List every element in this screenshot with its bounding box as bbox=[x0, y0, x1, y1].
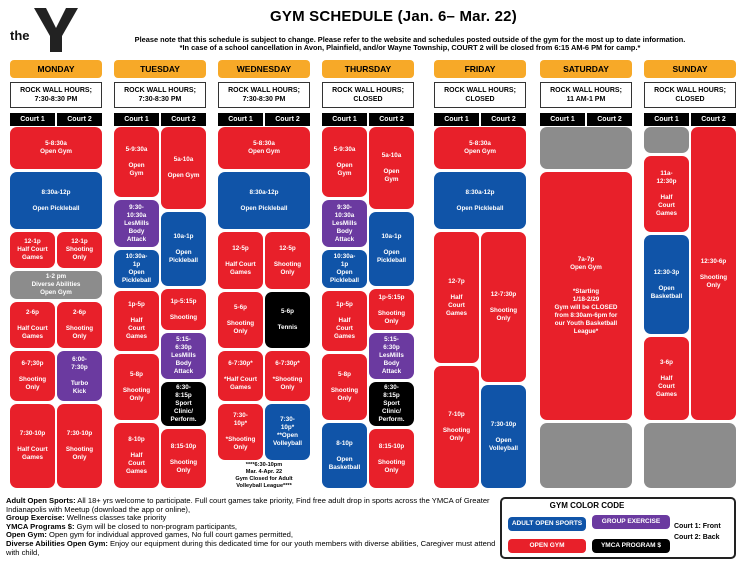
schedule-block: 8:15-10p Shooting Only bbox=[369, 429, 414, 488]
day-header: WEDNESDAY bbox=[218, 60, 310, 78]
schedule-block: 7:30- 10p* *Shooting Only bbox=[218, 404, 263, 460]
schedule-block: 8-10p Half Court Games bbox=[114, 423, 159, 488]
schedule-block: 12-1p Shooting Only bbox=[57, 232, 102, 268]
chip-open-gym: OPEN GYM bbox=[508, 539, 586, 553]
schedule-note: Please note that this schedule is subject to change. Please refer to the website and schedules posted outside of the gym for the most up to date information. bbox=[134, 35, 686, 44]
court-2-header: Court 2 bbox=[369, 113, 414, 126]
schedule-block: 1p-5p Half Court Games bbox=[114, 291, 159, 351]
schedule-block: 9:30- 10:30a LesMills Body Attack bbox=[114, 200, 159, 247]
schedule-block: 6:30- 8:15p Sport Clinic/ Perform. bbox=[161, 382, 206, 426]
schedule-block: 10a-1p Open Pickleball bbox=[369, 212, 414, 286]
schedule-block: 10:30a- 1p Open Pickleball bbox=[322, 250, 367, 288]
schedule-block: 5a-10a Open Gym bbox=[161, 127, 206, 209]
volleyball-league-note: ****6:30-10pm Mar. 4-Apr. 22 Gym Closed for Adult Volleyball League**** bbox=[235, 462, 293, 489]
court-1-header: Court 1 bbox=[10, 113, 55, 126]
legend-line: Diverse Abilities Open Gym: Enjoy our equipment during this dedicated time for our youth members with diverse abilities, Caregiver must attend with child, bbox=[6, 538, 496, 557]
page-title: GYM SCHEDULE (Jan. 6– Mar. 22) bbox=[270, 8, 517, 25]
schedule-block: 5:15- 6:30p LesMills Body Attack bbox=[161, 333, 206, 379]
schedule-block: 1p-5:15p Shooting Only bbox=[369, 289, 414, 330]
schedule-block: 5:15- 6:30p LesMills Body Attack bbox=[369, 333, 414, 379]
schedule-block: 5-8p Shooting Only bbox=[322, 354, 367, 420]
day-column-friday bbox=[434, 60, 526, 490]
day-header: SATURDAY bbox=[540, 60, 632, 78]
ymca-logo bbox=[8, 6, 88, 54]
schedule-block: 2-6p Shooting Only bbox=[57, 302, 102, 348]
court-2-header: Court 2 bbox=[161, 113, 206, 126]
court-1-header: Court 1 bbox=[114, 113, 159, 126]
schedule-block: 5-8:30a Open Gym bbox=[434, 127, 526, 169]
schedule-block: 12-7p Half Court Games bbox=[434, 232, 479, 363]
schedule-block: 5-6p Shooting Only bbox=[218, 292, 263, 348]
day-column-wednesday bbox=[218, 60, 310, 490]
schedule-block: 8:30a-12p Open Pickleball bbox=[218, 172, 310, 229]
schedule-block: 8:15-10p Shooting Only bbox=[161, 429, 206, 488]
schedule-block: 12:30-3p Open Basketball bbox=[644, 235, 689, 334]
rock-wall-hours: ROCK WALL HOURS; 7:30-8:30 PM bbox=[114, 82, 206, 108]
court-2-header: Court 2 bbox=[57, 113, 102, 126]
schedule-block bbox=[644, 127, 689, 153]
schedule-block: 3-6p Half Court Games bbox=[644, 337, 689, 420]
court-2-header: Court 2 bbox=[265, 113, 310, 126]
rock-wall-hours: ROCK WALL HOURS; CLOSED bbox=[434, 82, 526, 108]
court-1-header: Court 1 bbox=[434, 113, 479, 126]
rock-wall-hours: ROCK WALL HOURS; 11 AM-1 PM bbox=[540, 82, 632, 108]
court-2-header: Court 2 bbox=[481, 113, 526, 126]
schedule-block: 5-8:30a Open Gym bbox=[218, 127, 310, 169]
color-code-title: GYM COLOR CODE bbox=[549, 501, 625, 510]
court-2-header: Court 2 bbox=[691, 113, 736, 126]
day-column-thursday bbox=[322, 60, 414, 490]
day-header: TUESDAY bbox=[114, 60, 206, 78]
legend-line: YMCA Programs $: Gym will be closed to non-program participants, bbox=[6, 521, 237, 531]
schedule-block: 9:30- 10:30a LesMills Body Attack bbox=[322, 200, 367, 247]
schedule-block: 1p-5p Half Court Games bbox=[322, 291, 367, 351]
rock-wall-hours: ROCK WALL HOURS; CLOSED bbox=[644, 82, 736, 108]
day-column-monday bbox=[10, 60, 102, 490]
schedule-block: 11a- 12:30p Half Court Games bbox=[644, 156, 689, 232]
schedule-block: 12:30-6p Shooting Only bbox=[691, 127, 736, 420]
court-1-header: Court 1 bbox=[540, 113, 585, 126]
schedule-block: 12-5p Half Court Games bbox=[218, 232, 263, 289]
chip-ymca-program: YMCA PROGRAM $ bbox=[592, 539, 670, 553]
legend-line: Open Gym: Open gym for individual approved games, No full court games permitted, bbox=[6, 530, 294, 540]
schedule-block: 6-7:30p* *Shooting Only bbox=[265, 351, 310, 401]
schedule-block: 8:30a-12p Open Pickleball bbox=[10, 172, 102, 229]
day-column-saturday bbox=[540, 60, 632, 490]
schedule-block: 5-9:30a Open Gym bbox=[322, 127, 367, 197]
schedule-block bbox=[540, 127, 632, 169]
court-1-header: Court 1 bbox=[322, 113, 367, 126]
day-header: FRIDAY bbox=[434, 60, 526, 78]
schedule-block: 7:30- 10p* **Open Volleyball bbox=[265, 404, 310, 460]
legend-line: Group Exercise: Wellness classes take priority bbox=[6, 513, 167, 523]
schedule-block: 7-10p Shooting Only bbox=[434, 366, 479, 488]
schedule-block bbox=[540, 423, 632, 488]
schedule-block: 7:30-10p Half Court Games bbox=[10, 404, 55, 488]
rock-wall-hours: ROCK WALL HOURS; 7:30-8:30 PM bbox=[10, 82, 102, 108]
schedule-block: 5-6p Tennis bbox=[265, 292, 310, 348]
schedule-block: 5-8p Shooting Only bbox=[114, 354, 159, 420]
schedule-block: 7a-7p Open Gym *Starting 1/18-2/29 Gym will be CLOSED from 8:30am-6pm for our Youth Basketball League* bbox=[540, 172, 632, 420]
legend-descriptions bbox=[6, 497, 496, 557]
logo-text: the bbox=[10, 28, 30, 43]
day-header: SUNDAY bbox=[644, 60, 736, 78]
schedule-block: 7:30-10p Open Volleyball bbox=[481, 385, 526, 488]
gym-color-code bbox=[500, 497, 736, 559]
schedule-block: 5a-10a Open Gym bbox=[369, 127, 414, 209]
day-column-tuesday bbox=[114, 60, 206, 490]
schedule-block: 12-1p Half Court Games bbox=[10, 232, 55, 268]
rock-wall-hours: ROCK WALL HOURS; 7:30-8:30 PM bbox=[218, 82, 310, 108]
rock-wall-hours: ROCK WALL HOURS; CLOSED bbox=[322, 82, 414, 108]
schedule-block: 2-6p Half Court Games bbox=[10, 302, 55, 348]
court1-note: Court 1: Front bbox=[674, 523, 721, 530]
schedule-block: 12-5p Shooting Only bbox=[265, 232, 310, 289]
schedule-block: 8-10p Open Basketball bbox=[322, 423, 367, 488]
schedule-block: 6-7:30p* *Half Court Games bbox=[218, 351, 263, 401]
schedule-block: 5-8:30a Open Gym bbox=[10, 127, 102, 169]
schedule-block: 6:30- 8:15p Sport Clinic/ Perform. bbox=[369, 382, 414, 426]
schedule-block bbox=[644, 423, 736, 488]
schedule-block: 8:30a-12p Open Pickleball bbox=[434, 172, 526, 229]
court-1-header: Court 1 bbox=[644, 113, 689, 126]
schedule-block: 7:30-10p Shooting Only bbox=[57, 404, 102, 488]
day-header: THURSDAY bbox=[322, 60, 414, 78]
court-2-header: Court 2 bbox=[587, 113, 632, 126]
schedule-block: 1p-5:15p Shooting bbox=[161, 289, 206, 330]
legend-line: Adult Open Sports: All 18+ yrs welcome to participate. Full court games take priority, Find free adult drop in sports across the YMCA of Greater Indianapolis with Meetup (download the app or online), bbox=[6, 496, 490, 514]
schedule-block: 10a-1p Open Pickleball bbox=[161, 212, 206, 286]
court2-note: Court 2: Back bbox=[674, 534, 720, 541]
schedule-block: 1-2 pm Diverse Abilities Open Gym bbox=[10, 271, 102, 299]
day-header: MONDAY bbox=[10, 60, 102, 78]
cancellation-note: *In case of a school cancellation in Avon, Plainfield, and/or Wayne Township, COURT 2 will be closed from 6:15 AM-6 PM for camp.* bbox=[179, 43, 641, 52]
schedule-block: 6:00- 7:30p Turbo Kick bbox=[57, 351, 102, 401]
schedule-block: 12-7:30p Shooting Only bbox=[481, 232, 526, 382]
chip-group-exercise: GROUP EXERCISE bbox=[592, 515, 670, 529]
day-column-sunday bbox=[644, 60, 736, 490]
court-1-header: Court 1 bbox=[218, 113, 263, 126]
schedule-block: 10:30a- 1p Open Pickleball bbox=[114, 250, 159, 288]
schedule-block: 5-9:30a Open Gym bbox=[114, 127, 159, 197]
schedule-block: 6-7;30p Shooting Only bbox=[10, 351, 55, 401]
chip-adult-open-sports: ADULT OPEN SPORTS bbox=[508, 517, 586, 531]
